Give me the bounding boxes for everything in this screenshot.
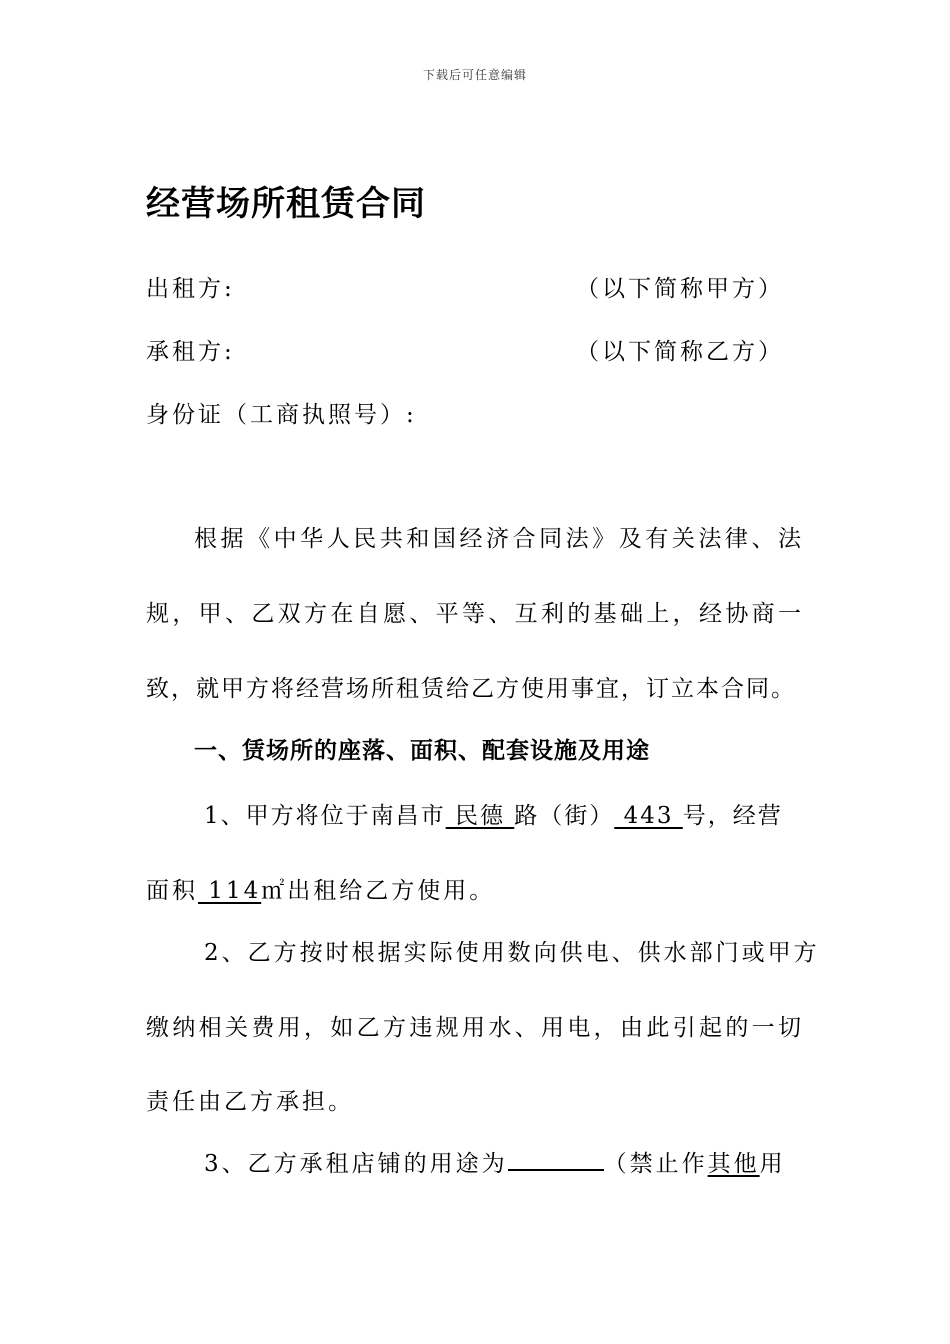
other-usage-text: 其他 bbox=[707, 1151, 760, 1177]
usage-blank-field[interactable] bbox=[508, 1149, 604, 1171]
street-number-field: 443 bbox=[614, 803, 683, 829]
lessee-label: 承租方: bbox=[146, 339, 235, 365]
clause-3-mid: （禁止作 bbox=[603, 1151, 708, 1177]
clause-1-line-1 bbox=[204, 797, 804, 830]
road-name-field: 民德 bbox=[445, 803, 515, 829]
clause-3-prefix: 3、乙方承租店铺的用途为 bbox=[204, 1151, 508, 1177]
lessor-label: 出租方: bbox=[146, 276, 235, 302]
clause-2-line-1: 2、乙方按时根据实际使用数向供电、供水部门或甲方 bbox=[204, 940, 820, 966]
id-line bbox=[146, 396, 806, 429]
preamble-line-3: 致，就甲方将经营场所租赁给乙方使用事宜，订立本合同。 bbox=[146, 676, 796, 702]
area-field: 114 bbox=[198, 878, 262, 904]
id-label: 身份证（工商执照号）: bbox=[146, 402, 417, 428]
clause-3-suffix: 用 bbox=[759, 1151, 786, 1177]
area-suffix: ㎡出租给乙方使用。 bbox=[261, 878, 496, 904]
lessee-note: （以下简称乙方） bbox=[576, 339, 784, 365]
preamble-line-2: 规，甲、乙双方在自愿、平等、互利的基础上，经协商一 bbox=[146, 601, 804, 627]
document-title: 经营场所租赁合同 bbox=[146, 184, 426, 224]
preamble-line-1: 根据《中华人民共和国经济合同法》及有关法律、法 bbox=[194, 526, 804, 552]
clause-1-prefix: 1、甲方将位于南昌市 bbox=[204, 803, 446, 829]
clause-2-line-3: 责任由乙方承担。 bbox=[146, 1089, 354, 1115]
area-prefix: 面积 bbox=[146, 878, 198, 904]
section-1-title: 一、赁场所的座落、面积、配套设施及用途 bbox=[194, 738, 650, 764]
header-note: 下载后可任意编辑 bbox=[422, 68, 527, 82]
clause-1-mid: 路（街） bbox=[514, 803, 615, 829]
lessee-line bbox=[146, 333, 806, 366]
lessor-line bbox=[146, 270, 806, 303]
clause-1-suffix: 号，经营 bbox=[682, 803, 783, 829]
lessor-note: （以下简称甲方） bbox=[576, 276, 784, 302]
clause-2-line-2: 缴纳相关费用，如乙方违规用水、用电，由此引起的一切 bbox=[146, 1015, 804, 1041]
clause-1-line-2 bbox=[146, 872, 806, 905]
clause-3-line-1 bbox=[204, 1145, 804, 1178]
